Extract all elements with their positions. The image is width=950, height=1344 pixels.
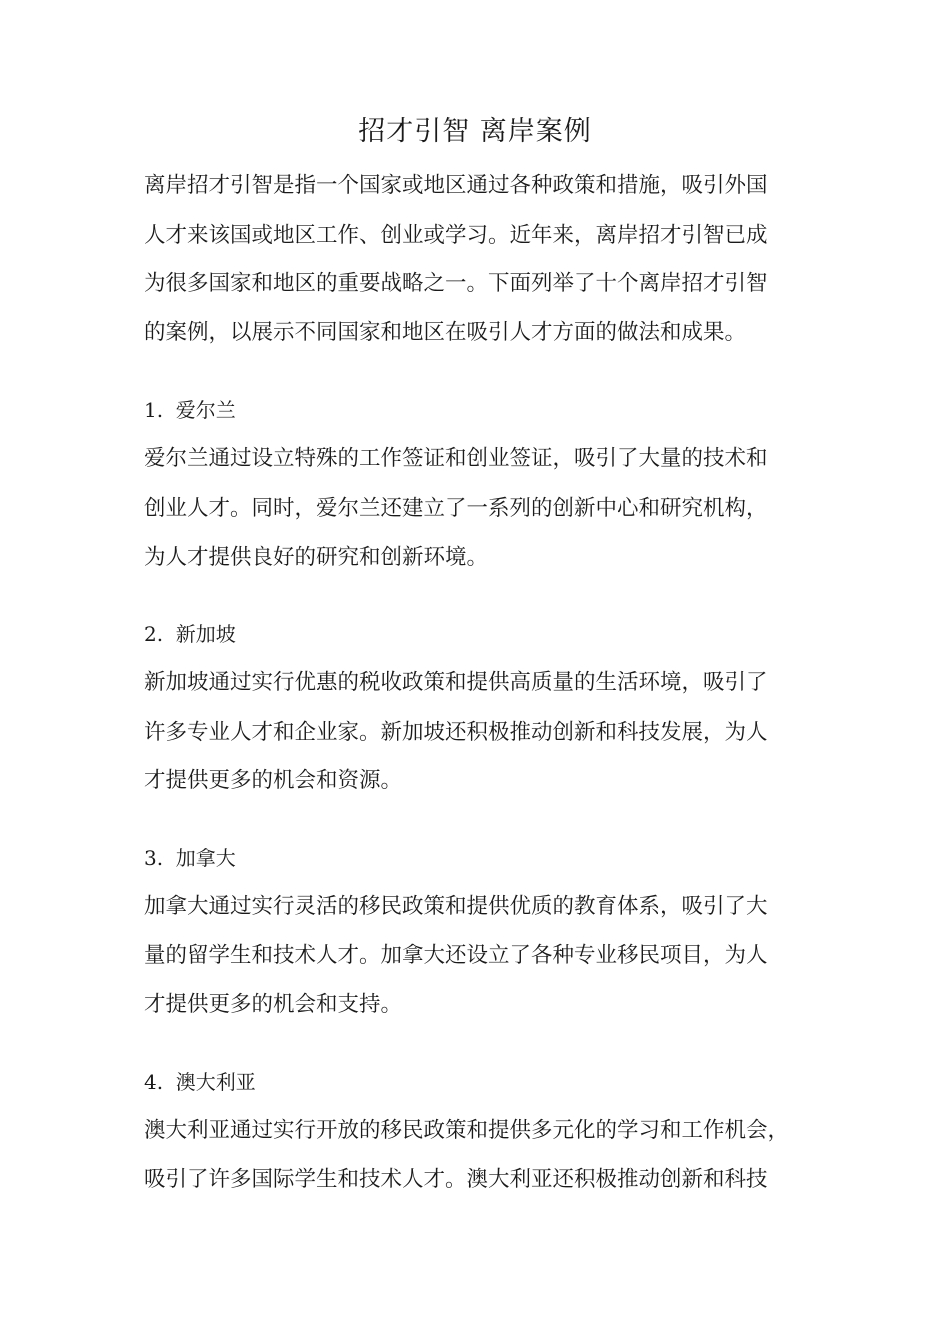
intro-line: 为很多国家和地区的重要战略之一。下面列举了十个离岸招才引智 bbox=[144, 271, 768, 296]
intro-line: 的案例，以展示不同国家和地区在吸引人才方面的做法和成果。 bbox=[144, 320, 747, 345]
intro-line: 人才来该国或地区工作、创业或学习。近年来，离岸招才引智已成 bbox=[144, 223, 768, 248]
section-line: 为人才提供良好的研究和创新环境。 bbox=[144, 545, 489, 570]
section-line: 加拿大通过实行灵活的移民政策和提供优质的教育体系，吸引了大 bbox=[144, 894, 768, 919]
section-line: 才提供更多的机会和资源。 bbox=[144, 768, 403, 793]
section-heading-ireland: 1. 爱尔兰 bbox=[144, 398, 236, 422]
section-line: 新加坡通过实行优惠的税收政策和提供高质量的生活环境，吸引了 bbox=[144, 670, 768, 695]
section-heading-canada: 3. 加拿大 bbox=[144, 846, 236, 870]
section-line: 创业人才。同时，爱尔兰还建立了一系列的创新中心和研究机构， bbox=[144, 496, 768, 521]
intro-line: 离岸招才引智是指一个国家或地区通过各种政策和措施，吸引外国 bbox=[144, 173, 768, 198]
section-line: 爱尔兰通过设立特殊的工作签证和创业签证，吸引了大量的技术和 bbox=[144, 446, 768, 471]
section-heading-singapore: 2. 新加坡 bbox=[144, 622, 236, 646]
section-line: 才提供更多的机会和支持。 bbox=[144, 992, 403, 1017]
section-line: 吸引了许多国际学生和技术人才。澳大利亚还积极推动创新和科技 bbox=[144, 1167, 768, 1192]
section-heading-australia: 4. 澳大利亚 bbox=[144, 1070, 256, 1094]
section-line: 澳大利亚通过实行开放的移民政策和提供多元化的学习和工作机会， bbox=[144, 1118, 790, 1143]
section-line: 量的留学生和技术人才。加拿大还设立了各种专业移民项目，为人 bbox=[144, 943, 768, 968]
document-title: 招才引智 离岸案例 bbox=[358, 116, 592, 147]
section-line: 许多专业人才和企业家。新加坡还积极推动创新和科技发展，为人 bbox=[144, 720, 768, 745]
